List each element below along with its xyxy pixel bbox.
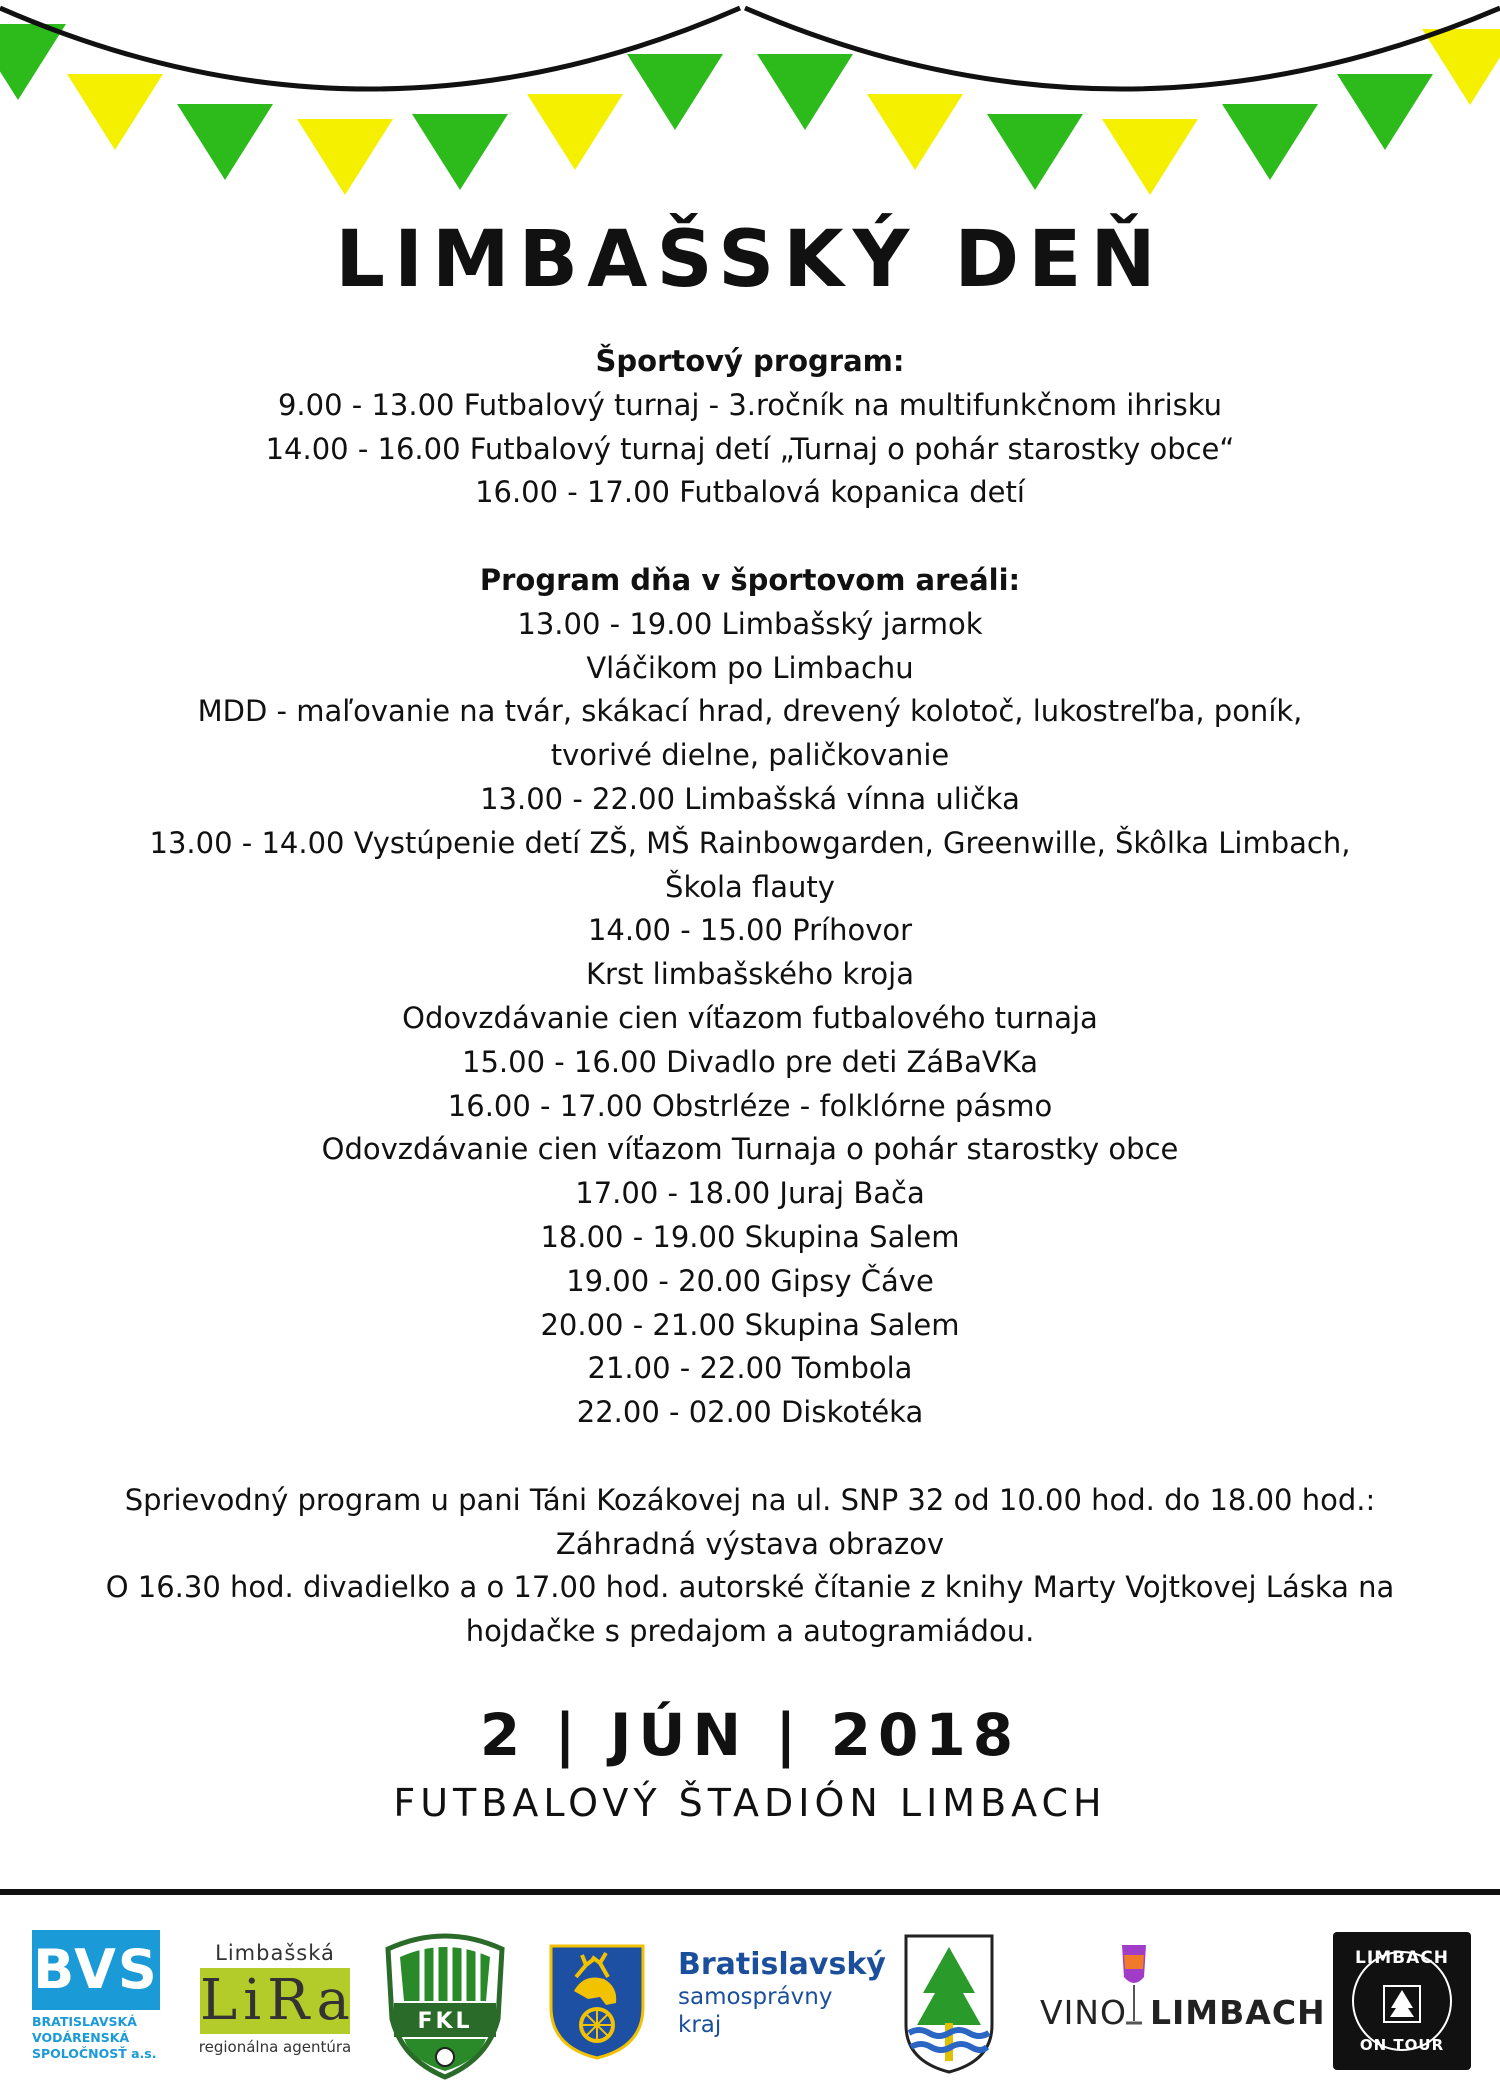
tree-crest-icon bbox=[903, 1933, 995, 2075]
bsk-line2: samosprávny bbox=[678, 1984, 833, 2010]
side-program-item: O 16.30 hod. divadielko a o 17.00 hod. autorské čítanie z knihy Marty Vojtkovej Láska na bbox=[105, 1570, 1395, 1605]
area-item: 13.00 - 22.00 Limbašská vínna ulička bbox=[480, 781, 1020, 816]
pennant-flag bbox=[297, 119, 393, 195]
area-item: 22.00 - 02.00 Diskotéka bbox=[576, 1395, 924, 1430]
area-item: 15.00 - 16.00 Divadlo pre deti ZáBaVKa bbox=[462, 1044, 1038, 1079]
fkl-text: FKL bbox=[417, 2009, 473, 2034]
limbach-on-tour-badge bbox=[1333, 1932, 1471, 2070]
area-item: Škola flauty bbox=[665, 869, 835, 904]
area-item: 17.00 - 18.00 Juraj Bača bbox=[575, 1176, 925, 1211]
lira-bottom-text: regionálna agentúra bbox=[198, 2038, 352, 2056]
area-program-heading: Program dňa v športovom areáli: bbox=[479, 562, 1021, 597]
pennant-flag bbox=[987, 114, 1083, 190]
football-club-crest-icon bbox=[380, 1931, 510, 2081]
pennant-flag bbox=[627, 54, 723, 130]
sports-item: 9.00 - 13.00 Futbalový turnaj - 3.ročník na multifunkčnom ihrisku bbox=[277, 387, 1223, 422]
area-item: tvorivé dielne, paličkovanie bbox=[550, 738, 950, 773]
tour-top-text: LIMBACH bbox=[1355, 1948, 1449, 1968]
pennant-flag bbox=[0, 24, 66, 100]
sports-item: 16.00 - 17.00 Futbalová kopanica detí bbox=[475, 475, 1025, 510]
bunting-decoration bbox=[0, 0, 1500, 200]
bvs-text-line: VODÁRENSKÁ bbox=[32, 2030, 130, 2045]
spacer bbox=[0, 515, 1500, 559]
area-item: Odovzdávanie cien víťazom futbalového turnaja bbox=[402, 1000, 1098, 1035]
lira-top-text: Limbašská bbox=[215, 1941, 335, 1965]
pennant-flag bbox=[177, 104, 273, 180]
bsk-name: Bratislavský bbox=[678, 1947, 886, 1982]
side-program-item: Záhradná výstava obrazov bbox=[555, 1526, 945, 1561]
area-item: 18.00 - 19.00 Skupina Salem bbox=[540, 1219, 960, 1254]
pennant-flag bbox=[1102, 119, 1198, 195]
area-item: 13.00 - 19.00 Limbašský jarmok bbox=[517, 606, 983, 641]
area-item: Odovzdávanie cien víťazom Turnaja o pohár starostky obce bbox=[321, 1132, 1179, 1167]
pennant-flag bbox=[527, 94, 623, 170]
event-date: 2 | JÚN | 2018 bbox=[479, 1701, 1021, 1769]
lira-logo bbox=[195, 1940, 355, 2056]
program-block bbox=[0, 340, 1500, 1654]
bvs-logo bbox=[32, 1930, 160, 2062]
bsk-logo bbox=[678, 1947, 898, 2039]
area-item: 13.00 - 14.00 Vystúpenie detí ZŠ, MŠ Rainbowgarden, Greenwille, Škôlka Limbach, bbox=[149, 825, 1351, 860]
area-item: 16.00 - 17.00 Obstrléze - folklórne pásmo bbox=[447, 1088, 1053, 1123]
sponsor-logos bbox=[0, 1925, 1500, 2085]
sports-program-heading: Športový program: bbox=[595, 344, 905, 378]
area-item: Vláčikom po Limbachu bbox=[586, 650, 914, 685]
area-item: 14.00 - 15.00 Príhovor bbox=[587, 913, 913, 948]
lira-mark: LiRa bbox=[200, 1968, 356, 2033]
vino-text: VINO bbox=[1040, 1993, 1127, 2032]
bvs-mark: BVS bbox=[32, 1930, 160, 2010]
area-item: 20.00 - 21.00 Skupina Salem bbox=[540, 1307, 960, 1342]
pennant-flag bbox=[757, 54, 853, 130]
bvs-text bbox=[32, 2014, 160, 2062]
area-item: 19.00 - 20.00 Gipsy Čáve bbox=[566, 1263, 934, 1298]
event-title: LIMBAŠSKÝ DEŇ bbox=[335, 215, 1165, 305]
area-item: Krst limbašského kroja bbox=[586, 957, 914, 992]
bvs-text-line: BRATISLAVSKÁ bbox=[32, 2014, 137, 2029]
bvs-text-line: SPOLOČNOSŤ a.s. bbox=[32, 2046, 157, 2061]
sports-item: 14.00 - 16.00 Futbalový turnaj detí „Turnaj o pohár starostky obce“ bbox=[265, 431, 1235, 466]
deer-wheel-crest-icon bbox=[548, 1943, 646, 2061]
event-venue: FUTBALOVÝ ŠTADIÓN LIMBACH bbox=[393, 1781, 1107, 1825]
tree-badge-icon bbox=[1382, 1984, 1422, 2024]
spacer bbox=[0, 1435, 1500, 1479]
tour-bottom-text: ON TOUR bbox=[1359, 2036, 1445, 2054]
area-item: 21.00 - 22.00 Tombola bbox=[587, 1351, 913, 1386]
limbach-text: LIMBACH bbox=[1150, 1993, 1326, 2032]
pennant-flag bbox=[412, 114, 508, 190]
bsk-line3: kraj bbox=[678, 2012, 722, 2038]
pennant-flag bbox=[1222, 104, 1318, 180]
pennant-flag bbox=[1422, 29, 1500, 105]
side-program-item: hojdačke s predajom a autogramiádou. bbox=[465, 1614, 1035, 1649]
pennant-flag bbox=[1337, 74, 1433, 150]
divider bbox=[0, 1889, 1500, 1895]
side-program-item: Sprievodný program u pani Táni Kozákovej na ul. SNP 32 od 10.00 hod. do 18.00 hod.: bbox=[124, 1482, 1376, 1517]
pennant-flag bbox=[867, 94, 963, 170]
pennant-flag bbox=[67, 74, 163, 150]
vino-limbach-logo bbox=[1040, 1979, 1326, 2059]
area-item: MDD - maľovanie na tvár, skákací hrad, drevený kolotoč, lukostreľba, poník, bbox=[197, 694, 1303, 729]
